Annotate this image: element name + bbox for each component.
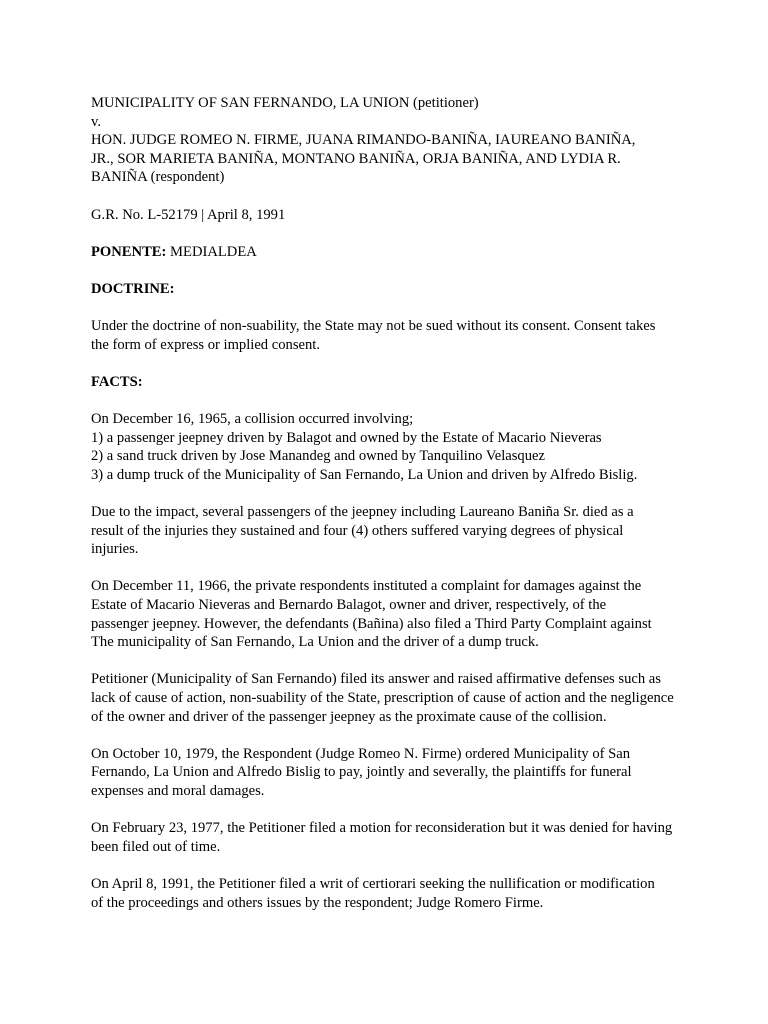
paragraph-line: been filed out of time. bbox=[91, 838, 221, 855]
case-caption bbox=[91, 94, 679, 187]
caption-respondent-line: BANIÑA (respondent) bbox=[91, 169, 225, 186]
facts-collision-paragraph bbox=[91, 410, 679, 484]
facts-answer-paragraph bbox=[91, 670, 679, 726]
paragraph-line: expenses and moral damages. bbox=[91, 782, 265, 799]
paragraph-line: lack of cause of action, non-suability of the State, prescription of cause of action and the negligence bbox=[91, 690, 674, 706]
facts-certiorari-paragraph bbox=[91, 875, 679, 912]
ponente-value: MEDIALDEA bbox=[166, 243, 257, 260]
paragraph-line: result of the injuries they sustained and four (4) others suffered varying degrees of physical bbox=[91, 522, 624, 539]
paragraph-line: Due to the impact, several passengers of the jeepney including Laureano Baniña Sr. died as a bbox=[91, 504, 634, 521]
paragraph-line: passenger jeepney. However, the defendants (Bañina) also filed a Third Party Complaint against bbox=[91, 615, 652, 632]
facts-complaint-paragraph bbox=[91, 577, 679, 651]
caption-petitioner: MUNICIPALITY OF SAN FERNANDO, LA UNION (petitioner) bbox=[91, 95, 479, 111]
paragraph-line: Under the doctrine of non-suability, the State may not be sued without its consent. Consent takes bbox=[91, 318, 656, 335]
paragraph-line: injuries. bbox=[91, 541, 139, 558]
ponente-line bbox=[91, 243, 679, 262]
list-item: 3) a dump truck of the Municipality of San Fernando, La Union and driven by Alfredo Bislig. bbox=[91, 466, 638, 483]
caption-respondent-line: JR., SOR MARIETA BANIÑA, MONTANO BANIÑA, ORJA BANIÑA, AND LYDIA R. bbox=[91, 150, 621, 167]
case-reference: G.R. No. L-52179 | April 8, 1991 bbox=[91, 206, 286, 223]
caption-respondent-line: HON. JUDGE ROMEO N. FIRME, JUANA RIMANDO-BANIÑA, IAUREANO BANIÑA, bbox=[91, 132, 636, 149]
document-page bbox=[91, 94, 679, 912]
ponente-label: PONENTE: bbox=[91, 243, 167, 260]
caption-versus: v. bbox=[91, 113, 101, 130]
paragraph-line: the form of express or implied consent. bbox=[91, 336, 320, 353]
doctrine-paragraph bbox=[91, 317, 679, 354]
paragraph-line: On December 16, 1965, a collision occurred involving; bbox=[91, 411, 414, 428]
paragraph-line: Petitioner (Municipality of San Fernando) filed its answer and raised affirmative defenses such as bbox=[91, 671, 661, 688]
paragraph-line: On October 10, 1979, the Respondent (Judge Romeo N. Firme) ordered Municipality of San bbox=[91, 745, 631, 762]
doctrine-heading: DOCTRINE: bbox=[91, 280, 175, 297]
paragraph-line: of the owner and driver of the passenger jeepney as the proximate cause of the collision. bbox=[91, 708, 607, 725]
paragraph-line: On April 8, 1991, the Petitioner filed a writ of certiorari seeking the nullification or modification bbox=[91, 875, 655, 892]
facts-impact-paragraph bbox=[91, 503, 679, 559]
paragraph-line: of the proceedings and others issues by the respondent; Judge Romero Firme. bbox=[91, 894, 544, 911]
facts-reconsideration-paragraph bbox=[91, 819, 679, 856]
facts-heading: FACTS: bbox=[91, 373, 143, 390]
list-item: 2) a sand truck driven by Jose Manandeg and owned by Tanquilino Velasquez bbox=[91, 448, 545, 465]
paragraph-line: The municipality of San Fernando, La Union and the driver of a dump truck. bbox=[91, 634, 539, 651]
paragraph-line: On December 11, 1966, the private respondents instituted a complaint for damages against the bbox=[91, 578, 642, 595]
paragraph-line: On February 23, 1977, the Petitioner filed a motion for reconsideration but it was denied for having bbox=[91, 820, 673, 837]
facts-order-paragraph bbox=[91, 745, 679, 801]
paragraph-line: Fernando, La Union and Alfredo Bislig to pay, jointly and severally, the plaintiffs for funeral bbox=[91, 764, 632, 781]
paragraph-line: Estate of Macario Nieveras and Bernardo Balagot, owner and driver, respectively, of the bbox=[91, 597, 607, 614]
list-item: 1) a passenger jeepney driven by Balagot and owned by the Estate of Macario Nieveras bbox=[91, 429, 602, 446]
